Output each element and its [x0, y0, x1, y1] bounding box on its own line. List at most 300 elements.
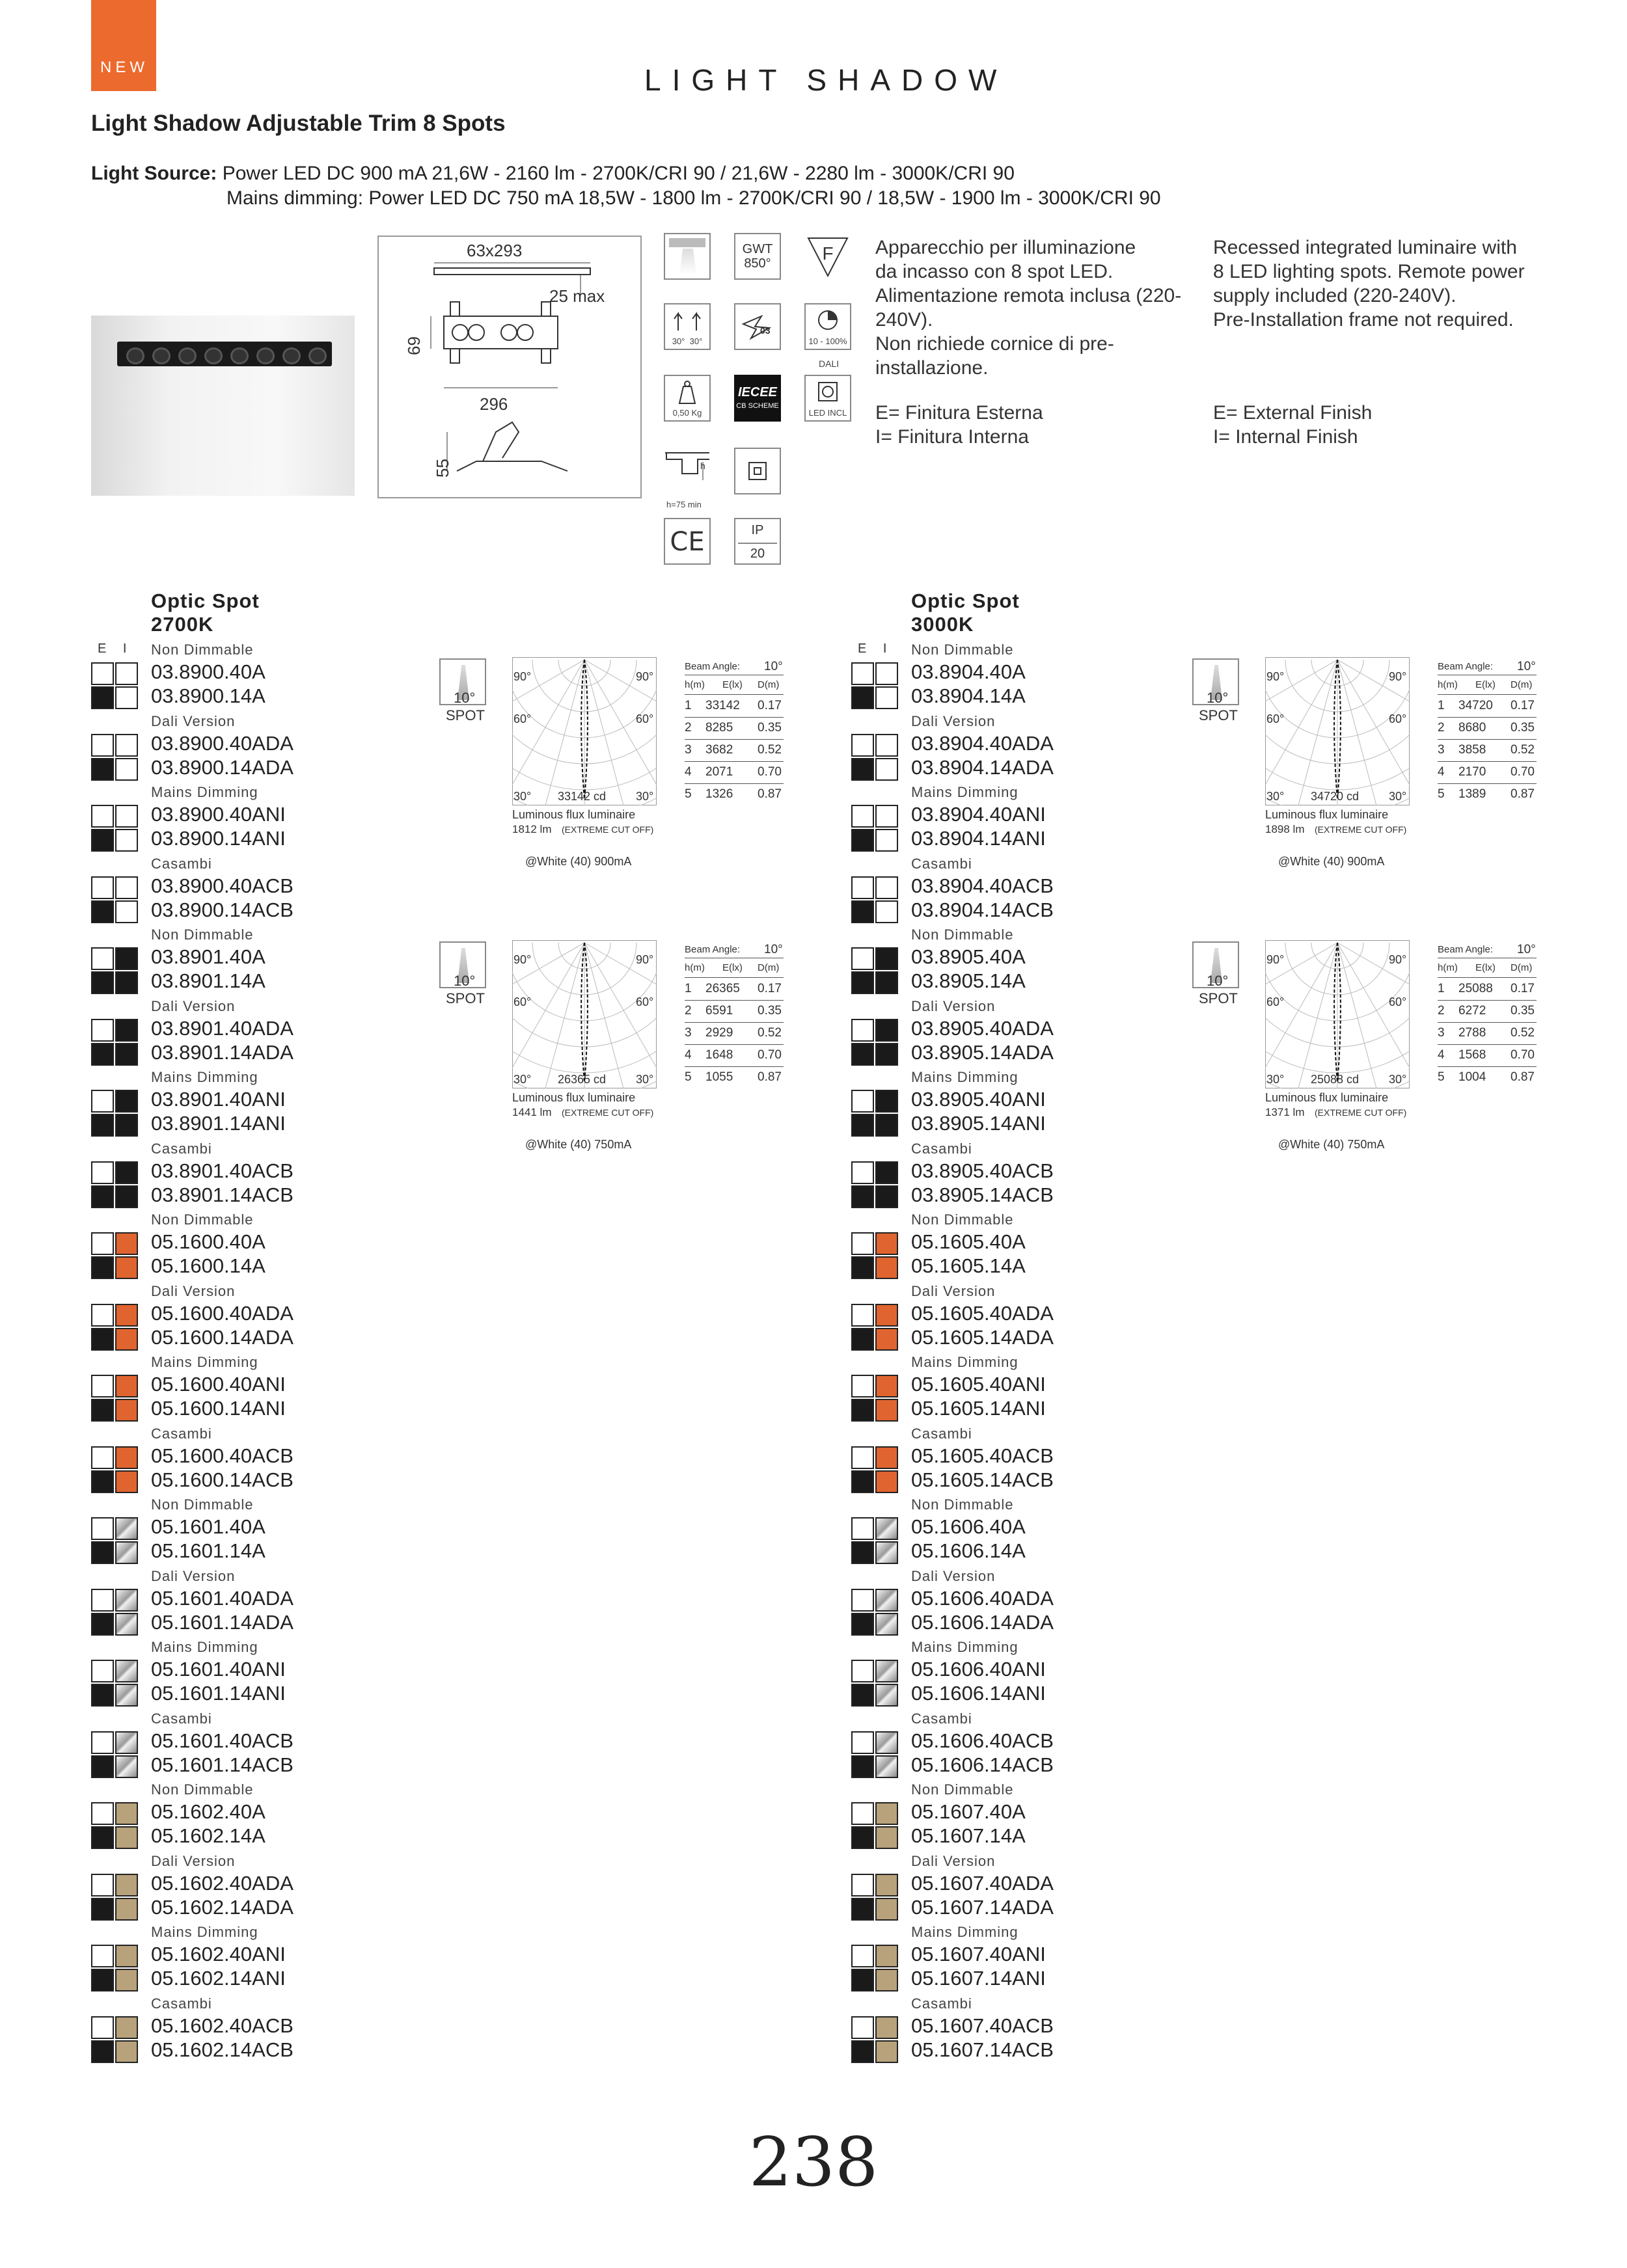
f-mark-icon — [804, 233, 851, 280]
table-header: D(m) — [758, 962, 780, 973]
polar-label-30-right: 30° — [636, 1073, 654, 1086]
iecee-label: IECEE — [737, 385, 778, 399]
tilt-icon — [664, 303, 711, 350]
table-cell: 33142 — [705, 699, 740, 712]
table-header: E(lx) — [722, 962, 743, 973]
dim-depth: 25 max — [549, 286, 605, 306]
finish-swatch-inner — [115, 1731, 138, 1754]
table-cell: 0.87 — [1511, 1070, 1535, 1084]
group-label-1-4: Non Dimmable — [911, 926, 1014, 943]
finish-swatch-outer — [851, 1684, 874, 1707]
finish-swatch-outer — [851, 1185, 874, 1208]
finish-swatch-outer — [91, 1399, 114, 1422]
finish-swatch-outer — [91, 1802, 114, 1825]
led-incl-icon — [804, 375, 851, 422]
product-code: 05.1607.40A — [911, 1800, 1026, 1823]
optic-title-1: Optic Spot — [911, 589, 1020, 612]
product-code: 05.1606.14ACB — [911, 1753, 1054, 1776]
dali-label: DALI — [819, 358, 840, 369]
table-cell: 4 — [1438, 1048, 1445, 1062]
finish-swatch-outer — [851, 1304, 874, 1327]
finish-swatch-outer — [851, 686, 874, 709]
gwt-temp: 850° — [744, 256, 771, 271]
product-code: 03.8901.40ADA — [151, 1016, 294, 1040]
finish-swatch-outer — [851, 1446, 874, 1469]
ik-value: 03 — [760, 325, 771, 336]
finish-swatch-outer — [91, 971, 114, 994]
finish-swatch-outer — [851, 1470, 874, 1493]
finish-swatch-outer — [91, 2040, 114, 2063]
table-rule — [685, 1000, 784, 1001]
finish-swatch-inner — [115, 876, 138, 899]
product-code: 05.1601.14ANI — [151, 1682, 286, 1705]
product-code: 05.1606.14A — [911, 1539, 1026, 1562]
group-label-1-18: Mains Dimming — [911, 1924, 1019, 1940]
finish-legend-ei-0: E I — [98, 641, 133, 656]
beam-angle: 10° — [1517, 943, 1536, 956]
product-code: 05.1602.40A — [151, 1800, 266, 1823]
table-cell: 0.17 — [758, 982, 782, 995]
group-label-0-3: Casambi — [151, 855, 212, 872]
flux-value: 1441 lm — [512, 1106, 552, 1118]
group-label-1-3: Casambi — [911, 855, 972, 872]
product-code: 05.1605.40ACB — [911, 1444, 1054, 1467]
finish-swatch-outer — [851, 900, 874, 923]
product-code: 03.8900.14ANI — [151, 827, 286, 850]
finish-swatch-inner — [875, 1446, 898, 1469]
finish-swatch-outer — [91, 805, 114, 828]
product-code: 05.1605.40ADA — [911, 1301, 1054, 1325]
product-code: 03.8900.40ADA — [151, 731, 294, 755]
finish-swatch-outer — [851, 876, 874, 899]
finish-swatch-inner — [115, 686, 138, 709]
group-label-1-16: Non Dimmable — [911, 1781, 1014, 1798]
table-cell: 26365 — [705, 982, 740, 995]
table-rule — [685, 694, 784, 695]
finish-swatch-inner — [875, 662, 898, 685]
peak-intensity: 33142 cd — [558, 790, 607, 803]
product-code: 05.1600.40ADA — [151, 1301, 294, 1325]
product-code: 03.8904.14A — [911, 684, 1026, 707]
finish-swatch-outer — [91, 1660, 114, 1682]
table-cell: 2788 — [1458, 1026, 1486, 1040]
polar-label-60-right: 60° — [636, 995, 654, 1008]
table-cell: 3 — [1438, 1026, 1445, 1040]
finish-swatch-outer — [91, 1589, 114, 1612]
polar-label-30-left: 30° — [513, 1073, 532, 1086]
finish-swatch-outer — [91, 1541, 114, 1564]
ce-label: CE — [670, 527, 705, 557]
polar-label-30-right: 30° — [636, 790, 654, 803]
product-code: 05.1606.14ANI — [911, 1682, 1046, 1705]
group-label-0-19: Casambi — [151, 1995, 212, 2012]
finish-swatch-outer — [851, 758, 874, 781]
table-rule — [685, 761, 784, 762]
optic-angle: 10° — [454, 690, 476, 706]
finish-swatch-outer — [91, 829, 114, 852]
finish-swatch-outer — [91, 1874, 114, 1897]
finish-legend-en: E= External Finish I= Internal Finish — [1213, 402, 1373, 448]
beam-angle: 10° — [764, 943, 783, 956]
finish-swatch-inner — [115, 971, 138, 994]
finish-swatch-inner — [875, 971, 898, 994]
finish-swatch-outer — [91, 900, 114, 923]
product-code: 05.1602.14ACB — [151, 2038, 294, 2061]
finish-swatch-inner — [115, 1304, 138, 1327]
table-rule — [685, 1022, 784, 1023]
finish-swatch-outer — [851, 947, 874, 970]
table-header: h(m) — [685, 679, 705, 690]
power-note: @White (40) 900mA — [525, 855, 632, 868]
power-note: @White (40) 900mA — [1278, 855, 1385, 868]
table-rule — [1438, 694, 1537, 695]
group-label-0-5: Dali Version — [151, 997, 236, 1014]
product-code: 05.1607.40ACB — [911, 2014, 1054, 2037]
product-code: 03.8905.40A — [911, 945, 1026, 968]
table-header: h(m) — [685, 962, 705, 973]
finish-swatch-outer — [91, 1328, 114, 1351]
finish-swatch-outer — [91, 1898, 114, 1921]
group-label-0-6: Mains Dimming — [151, 1069, 258, 1085]
table-cell: 0.87 — [758, 1070, 782, 1084]
light-source-text-1: Power LED DC 900 mA 21,6W - 2160 lm - 2700K/CRI 90 / 21,6W - 2280 lm - 3000K/CRI 90 — [222, 163, 1015, 184]
finish-swatch-outer — [91, 1232, 114, 1255]
group-label-0-1: Dali Version — [151, 712, 236, 729]
optic-temp-0: 2700K — [151, 613, 214, 636]
product-code: 05.1607.14ANI — [911, 1967, 1046, 1990]
table-rule — [685, 1044, 784, 1045]
finish-swatch-outer — [851, 1090, 874, 1113]
product-photo — [91, 316, 355, 496]
finish-swatch-outer — [91, 1446, 114, 1469]
finish-swatch-outer — [851, 1826, 874, 1849]
table-cell: 1055 — [705, 1070, 733, 1084]
product-code: 05.1607.40ANI — [911, 1943, 1046, 1965]
product-code: 03.8901.40A — [151, 945, 266, 968]
table-cell: 0.52 — [1511, 743, 1535, 757]
table-cell: 2 — [1438, 1004, 1445, 1018]
table-cell: 4 — [685, 1048, 692, 1062]
table-cell: 6591 — [705, 1004, 733, 1018]
table-cell: 1648 — [705, 1048, 733, 1062]
dim-side: 69 — [403, 336, 424, 355]
product-code: 05.1605.40A — [911, 1230, 1026, 1253]
group-label-1-14: Mains Dimming — [911, 1639, 1019, 1655]
table-header: D(m) — [758, 679, 780, 690]
drawing-lines — [379, 237, 639, 497]
finish-swatch-outer — [851, 1613, 874, 1636]
product-code: 05.1601.14ADA — [151, 1610, 294, 1634]
table-cell: 1389 — [1458, 787, 1486, 801]
flux-value: 1898 lm — [1265, 823, 1305, 835]
product-code: 03.8904.14ANI — [911, 827, 1046, 850]
finish-swatch-outer — [851, 1755, 874, 1778]
table-header: h(m) — [1438, 962, 1458, 973]
group-label-1-8: Non Dimmable — [911, 1211, 1014, 1228]
beam-label: Beam Angle: — [1438, 661, 1494, 672]
finish-swatch-outer — [91, 876, 114, 899]
led-incl-label: LED INCL — [808, 408, 847, 418]
product-code: 05.1600.40A — [151, 1230, 266, 1253]
ip-icon — [734, 518, 781, 565]
product-code: 05.1601.14A — [151, 1539, 266, 1562]
table-cell: 0.52 — [1511, 1026, 1535, 1040]
optic-name: SPOT — [446, 707, 485, 723]
polar-diagram — [512, 940, 657, 1088]
product-code: 03.8900.14ADA — [151, 755, 294, 779]
product-code: 03.8905.14ADA — [911, 1040, 1054, 1064]
product-code: 05.1607.14ADA — [911, 1895, 1054, 1919]
finish-swatch-outer — [851, 1399, 874, 1422]
group-label-1-9: Dali Version — [911, 1282, 996, 1299]
polar-label-30-left: 30° — [513, 790, 532, 803]
polar-label-90-left: 90° — [1266, 670, 1285, 683]
finish-swatch-inner — [115, 1090, 138, 1113]
finish-swatch-outer — [91, 1019, 114, 1042]
finish-swatch-inner — [115, 805, 138, 828]
table-rule — [685, 739, 784, 740]
finish-swatch-outer — [851, 1802, 874, 1825]
finish-swatch-outer — [851, 662, 874, 685]
group-label-0-17: Dali Version — [151, 1852, 236, 1869]
iecee-sub: CB SCHEME — [736, 402, 779, 410]
finish-swatch-inner — [875, 1019, 898, 1042]
technical-drawing — [377, 236, 642, 498]
product-code: 05.1601.14ACB — [151, 1753, 294, 1776]
finish-swatch-inner — [875, 1755, 898, 1778]
finish-swatch-outer — [851, 1517, 874, 1540]
tilt-left: 30° — [672, 336, 685, 346]
finish-swatch-inner — [115, 1399, 138, 1422]
finish-swatch-inner — [875, 758, 898, 781]
finish-swatch-outer — [91, 1969, 114, 1991]
product-code: 05.1601.40ANI — [151, 1658, 286, 1681]
finish-swatch-inner — [115, 1185, 138, 1208]
product-code: 05.1606.40ACB — [911, 1729, 1054, 1752]
finish-swatch-inner — [115, 1945, 138, 1967]
product-code: 03.8901.14ANI — [151, 1112, 286, 1135]
product-code: 05.1600.40ANI — [151, 1373, 286, 1396]
table-cell: 1 — [685, 699, 692, 712]
table-header: E(lx) — [1475, 679, 1496, 690]
product-code: 05.1605.14ANI — [911, 1397, 1046, 1420]
product-code: 03.8901.14ADA — [151, 1040, 294, 1064]
finish-swatch-inner — [115, 2040, 138, 2063]
peak-intensity: 25088 cd — [1311, 1073, 1360, 1086]
finish-swatch-outer — [851, 1874, 874, 1897]
table-cell: 0.52 — [758, 743, 782, 757]
ip-label: IP — [751, 523, 764, 537]
finish-swatch-inner — [115, 1613, 138, 1636]
optic-name: SPOT — [446, 990, 485, 1006]
table-cell: 2 — [1438, 721, 1445, 735]
finish-swatch-outer — [91, 1470, 114, 1493]
polar-diagram — [1265, 940, 1410, 1088]
power-note: @White (40) 750mA — [525, 1138, 632, 1151]
table-rule — [685, 977, 784, 978]
table-cell: 6272 — [1458, 1004, 1486, 1018]
polar-diagram — [1265, 657, 1410, 805]
beam-angle: 10° — [764, 660, 783, 673]
product-code: 03.8900.14A — [151, 684, 266, 707]
product-code: 03.8900.40ANI — [151, 803, 286, 826]
product-code: 03.8904.40A — [911, 660, 1026, 683]
finish-swatch-inner — [115, 1375, 138, 1397]
finish-swatch-outer — [851, 1660, 874, 1682]
flux-label: Luminous flux luminaire — [1265, 1091, 1389, 1104]
table-cell: 0.35 — [1511, 721, 1535, 735]
brand-title: LIGHT SHADOW — [644, 63, 1008, 97]
product-code: 05.1605.14A — [911, 1254, 1026, 1277]
polar-label-60-left: 60° — [1266, 712, 1285, 725]
finish-swatch-inner — [115, 1446, 138, 1469]
finish-swatch-inner — [875, 876, 898, 899]
flux-value: 1812 lm — [512, 823, 552, 835]
polar-label-60-right: 60° — [636, 712, 654, 725]
finish-swatch-outer — [851, 1114, 874, 1137]
table-cell: 0.17 — [758, 699, 782, 712]
polar-label-60-left: 60° — [513, 995, 532, 1008]
product-code: 05.1602.40ACB — [151, 2014, 294, 2037]
product-code: 03.8905.14ACB — [911, 1183, 1054, 1206]
finish-swatch-outer — [851, 2040, 874, 2063]
description-en: Recessed integrated luminaire with 8 LED lighting spots. Remote power supply included (220-240V). Pre-Installation frame not required. — [1213, 237, 1525, 331]
product-code: 05.1601.40ACB — [151, 1729, 294, 1752]
beam-label: Beam Angle: — [685, 944, 741, 955]
flux-label: Luminous flux luminaire — [1265, 808, 1389, 821]
table-cell: 5 — [685, 1070, 692, 1084]
tilt-right: 30° — [689, 336, 703, 346]
optic-name: SPOT — [1199, 707, 1238, 723]
product-code: 03.8905.40ADA — [911, 1016, 1054, 1040]
finish-swatch-inner — [115, 1161, 138, 1184]
f-mark-label: F — [822, 243, 834, 263]
table-cell: 3858 — [1458, 743, 1486, 757]
group-label-1-2: Mains Dimming — [911, 784, 1019, 800]
finish-swatch-outer — [851, 1589, 874, 1612]
finish-swatch-inner — [875, 1541, 898, 1564]
table-cell: 1 — [1438, 699, 1445, 712]
table-rule — [685, 783, 784, 784]
table-cell: 1568 — [1458, 1048, 1486, 1062]
finish-swatch-inner — [875, 734, 898, 757]
dim-top: 63x293 — [467, 241, 523, 260]
finish-swatch-outer — [91, 1731, 114, 1754]
new-tag-label: NEW — [100, 59, 148, 76]
table-rule — [1438, 739, 1537, 740]
table-cell: 5 — [1438, 787, 1445, 801]
product-code: 05.1606.40ANI — [911, 1658, 1046, 1681]
table-cell: 0.87 — [1511, 787, 1535, 801]
product-code: 03.8900.14ACB — [151, 898, 294, 921]
finish-swatch-inner — [875, 1328, 898, 1351]
table-cell: 0.70 — [1511, 1048, 1535, 1062]
flux-value: 1371 lm — [1265, 1106, 1305, 1118]
finish-swatch-inner — [115, 1328, 138, 1351]
polar-label-90-left: 90° — [513, 670, 532, 683]
finish-swatch-inner — [115, 1019, 138, 1042]
finish-swatch-outer — [851, 805, 874, 828]
finish-swatch-inner — [875, 1256, 898, 1279]
table-rule — [685, 717, 784, 718]
finish-swatch-inner — [875, 1517, 898, 1540]
finish-swatch-outer — [851, 1019, 874, 1042]
table-cell: 25088 — [1458, 982, 1493, 995]
finish-swatch-inner — [875, 1185, 898, 1208]
polar-label-90-right: 90° — [1389, 953, 1407, 966]
finish-swatch-inner — [875, 1043, 898, 1066]
page-number: 238 — [748, 2122, 879, 2202]
finish-swatch-inner — [115, 734, 138, 757]
finish-swatch-inner — [115, 947, 138, 970]
group-label-1-6: Mains Dimming — [911, 1069, 1019, 1085]
optic-title-0: Optic Spot — [151, 589, 260, 612]
table-cell: 1326 — [705, 787, 733, 801]
finish-swatch-outer — [91, 1945, 114, 1967]
table-cell: 3 — [685, 743, 692, 757]
finish-swatch-inner — [115, 1874, 138, 1897]
polar-label-30-left: 30° — [1266, 790, 1285, 803]
table-rule — [685, 1066, 784, 1067]
recessed-icon — [664, 233, 711, 280]
finish-swatch-inner — [875, 1684, 898, 1707]
finish-swatch-outer — [851, 1541, 874, 1564]
finish-swatch-inner — [875, 1613, 898, 1636]
table-cell: 0.52 — [758, 1026, 782, 1040]
finish-legend-it: E= Finitura Esterna I= Finitura Interna — [875, 402, 1043, 448]
polar-label-90-right: 90° — [636, 670, 654, 683]
polar-label-30-right: 30° — [1389, 1073, 1407, 1086]
finish-swatch-outer — [91, 1826, 114, 1849]
cutoff-label: (EXTREME CUT OFF) — [562, 1107, 654, 1118]
finish-swatch-inner — [875, 1731, 898, 1754]
group-label-0-10: Mains Dimming — [151, 1354, 258, 1370]
finish-swatch-inner — [115, 1114, 138, 1137]
group-label-1-12: Non Dimmable — [911, 1496, 1014, 1513]
cutoff-label: (EXTREME CUT OFF) — [1315, 1107, 1407, 1118]
product-code: 03.8904.14ADA — [911, 755, 1054, 779]
finish-swatch-outer — [91, 1613, 114, 1636]
table-cell: 3 — [685, 1026, 692, 1040]
finish-swatch-inner — [115, 1517, 138, 1540]
power-note: @White (40) 750mA — [1278, 1138, 1385, 1151]
table-cell: 2071 — [705, 765, 733, 779]
gwt-icon — [734, 233, 781, 280]
finish-swatch-outer — [851, 1898, 874, 1921]
product-code: 05.1602.40ADA — [151, 1871, 294, 1895]
finish-swatch-outer — [91, 758, 114, 781]
finish-swatch-inner — [875, 1161, 898, 1184]
product-code: 03.8904.14ACB — [911, 898, 1054, 921]
finish-swatch-inner — [875, 1114, 898, 1137]
finish-swatch-inner — [115, 1589, 138, 1612]
table-cell: 5 — [1438, 1070, 1445, 1084]
table-cell: 0.17 — [1511, 699, 1535, 712]
finish-swatch-inner — [875, 2040, 898, 2063]
height-h-label: h — [700, 461, 705, 471]
finish-swatch-outer — [91, 1304, 114, 1327]
product-code: 05.1601.40A — [151, 1515, 266, 1538]
dim-width: 296 — [480, 394, 508, 414]
table-cell: 2170 — [1458, 765, 1486, 779]
polar-label-60-left: 60° — [1266, 995, 1285, 1008]
table-cell: 8285 — [705, 721, 733, 735]
polar-label-90-right: 90° — [636, 953, 654, 966]
table-header: D(m) — [1511, 962, 1533, 973]
group-label-0-11: Casambi — [151, 1425, 212, 1442]
table-cell: 0.70 — [758, 765, 782, 779]
finish-swatch-outer — [851, 1161, 874, 1184]
